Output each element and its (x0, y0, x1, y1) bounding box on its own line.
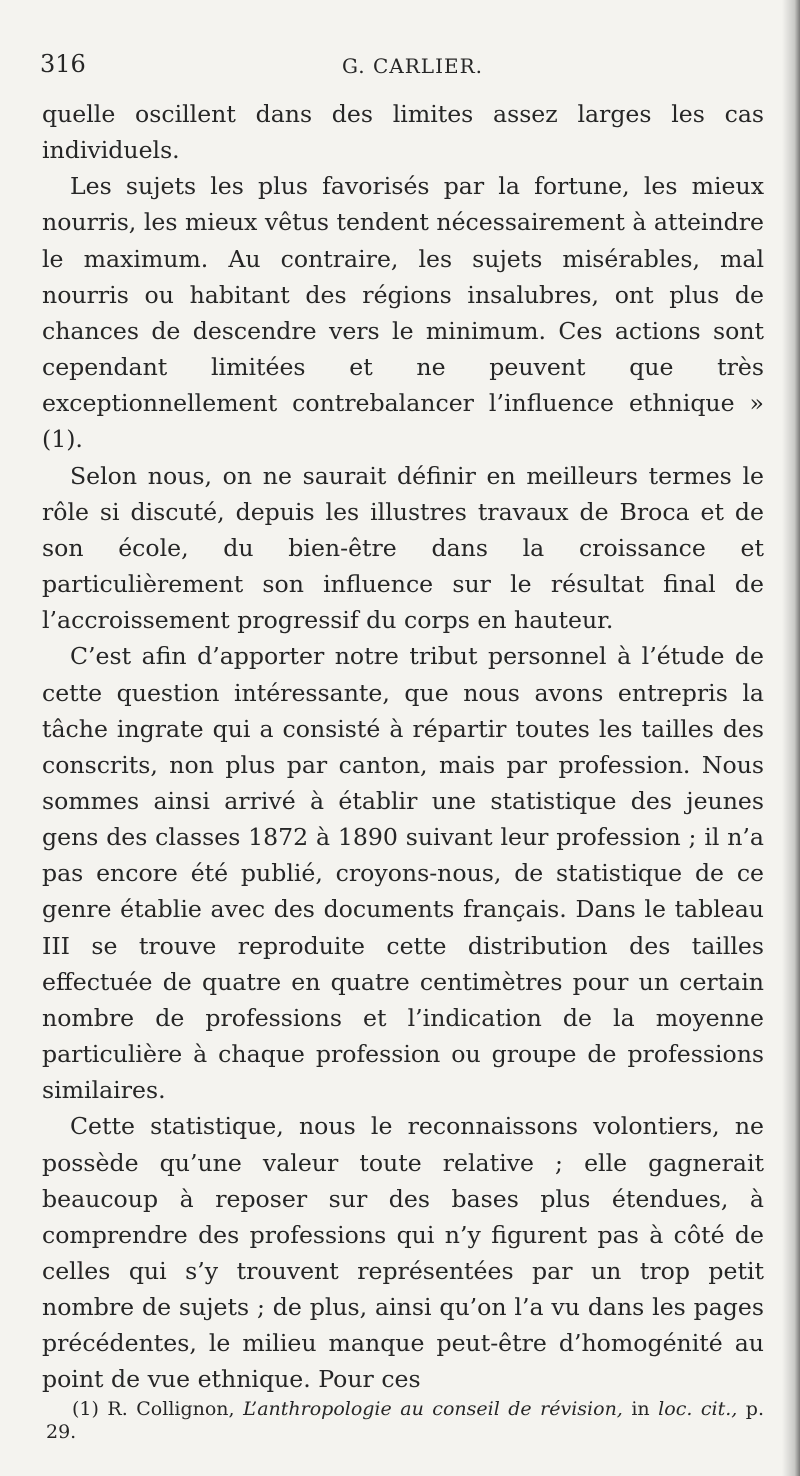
paragraph: Selon nous, on ne saurait définir en meilleurs termes le rôle si discuté, depuis les illustres travaux de Broca et de son école, du bien-être dans la croissance et particulièrement son influence sur le résultat final de l’accroissement progressif du corps en hauteur. (42, 461, 764, 635)
footnote-pages: p. 29. (46, 1398, 764, 1443)
footnote-in: in (631, 1398, 650, 1420)
footnote-title: L’anthropologie au conseil de révision, (243, 1398, 623, 1420)
running-head (40, 50, 776, 90)
running-head-author: G. CARLIER. (342, 54, 483, 78)
body-text (42, 96, 764, 1398)
paragraph-continued: quelle oscillent dans des limites assez larges les cas individuels. (42, 100, 764, 165)
page-number: 316 (40, 50, 86, 78)
footnote-marker: (1) (72, 1398, 99, 1420)
footnote-author: R. Collignon, (107, 1398, 235, 1420)
footnote-1 (46, 1398, 764, 1444)
footnotes (46, 1398, 764, 1444)
paragraph: C’est afin d’apporter notre tribut personnel à l’étude de cette question intéressante, que nous avons entrepris la tâche ingrate qui a consisté à répartir toutes les tailles des conscrits, non plus par canton, mais par profession. Nous sommes ainsi arrivé à établir une statistique des jeunes gens des classes 1872 à 1890 suivant leur profession ; il n’a pas encore été publié, croyons-nous, de statistique de ce genre établie avec des documents français. Dans le tableau III se trouve reproduite cette distribution des tailles effectuée de quatre en quatre centimètres pour un certain nombre de professions et l’indication de la moyenne particulière à chaque profession ou groupe de professions similaires. (42, 642, 764, 1105)
footnote-loc: loc. cit., (658, 1398, 738, 1420)
page-edge-shadow (782, 0, 800, 1476)
paragraph: Cette statistique, nous le reconnaissons volontiers, ne possède qu’une valeur toute relative ; elle gagnerait beaucoup à reposer sur des bases plus étendues, à comprendre des professions qui n’y figurent pas à côté de celles qui s’y trouvent représentées par un trop petit nombre de sujets ; de plus, ainsi qu’on l’a vu dans les pages précédentes, le milieu manque peut-être d’homogénité au point de vue ethnique. Pour ces (42, 1112, 764, 1394)
paragraph: Les sujets les plus favorisés par la fortune, les mieux nourris, les mieux vêtus tendent nécessairement à atteindre le maximum. Au contraire, les sujets misérables, mal nourris ou habitant des régions insalubres, ont plus de chances de descendre vers le minimum. Ces actions sont cependant limitées et ne peuvent que très exceptionnellement contrebalancer l’influence ethnique » (1). (42, 172, 764, 454)
